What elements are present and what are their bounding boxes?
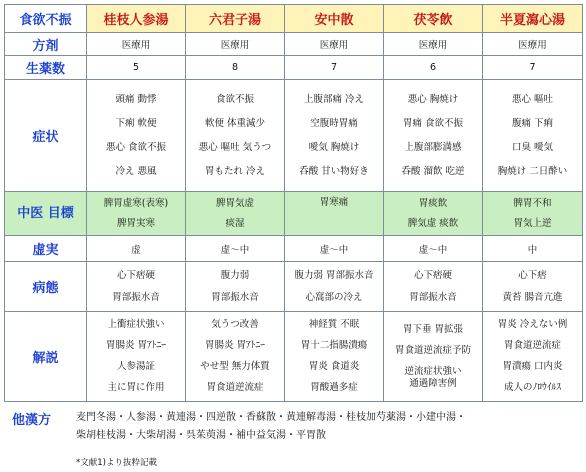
header-row bbox=[5, 5, 583, 33]
row-label: 生薬数 bbox=[5, 56, 87, 80]
cell-line: 神経質 不眠 bbox=[308, 319, 360, 330]
cell bbox=[87, 262, 186, 312]
cell-line: 胃酸過多症 bbox=[310, 382, 358, 393]
cell bbox=[285, 192, 384, 236]
kampo-comparison-table bbox=[4, 4, 583, 402]
cell-line: 食欲不振 bbox=[215, 93, 254, 105]
cell: 6 bbox=[384, 56, 483, 80]
cell-line: 悪心 嘔吐 bbox=[511, 93, 554, 105]
cell-line: 胃十二指腸潰瘍 bbox=[300, 340, 368, 351]
cell-line: 胃部振水音 bbox=[211, 291, 259, 303]
cell-line: 成人のﾉﾛｳｲﾙｽ bbox=[503, 382, 561, 393]
herb-header: 茯苓飲 bbox=[384, 5, 483, 33]
cell-line: 上腹部膨満感 bbox=[404, 141, 462, 153]
cell-line: 腹痛 下痢 bbox=[511, 117, 554, 129]
row-label: 方剤 bbox=[5, 33, 87, 56]
cell: 医療用 bbox=[87, 33, 186, 56]
cell-line: 悪心 嘔吐 気うつ bbox=[198, 141, 272, 153]
cell-line: 心下痞硬 bbox=[116, 269, 155, 281]
cell-line: 気うつ改善 bbox=[211, 319, 259, 330]
cell-line: 脾気虚 痰飲 bbox=[407, 217, 459, 229]
cell bbox=[87, 192, 186, 236]
cell-line: 胸焼け 二日酔い bbox=[497, 165, 568, 177]
cell-line: 胃寒痛 bbox=[319, 197, 349, 208]
cell bbox=[87, 312, 186, 402]
cell-line: 胃潰瘍 口内炎 bbox=[502, 361, 563, 372]
cell: 医療用 bbox=[384, 33, 483, 56]
other-kampo-list bbox=[76, 409, 576, 445]
cell-line: 腹力弱 胃部振水音 bbox=[294, 269, 374, 281]
cell-line: 口臭 噯気 bbox=[511, 141, 554, 153]
cell: 5 bbox=[87, 56, 186, 80]
row-label-line: 中医 bbox=[17, 206, 44, 221]
cell-line: 脾胃不和 bbox=[513, 197, 552, 209]
cell-line: やせ型 無力体質 bbox=[200, 361, 270, 372]
cell: 8 bbox=[186, 56, 285, 80]
cell-line: 頭痛 動悸 bbox=[115, 93, 157, 105]
row-label-line: 目標 bbox=[47, 206, 74, 221]
cell-line: 胃痰飲 bbox=[418, 197, 448, 209]
source-note: *文献1)より抜粋記載 bbox=[76, 458, 157, 468]
row-label: 虚実 bbox=[5, 236, 87, 262]
tcm-row bbox=[5, 192, 583, 236]
cell-line: 上腹部痛 冷え bbox=[303, 93, 365, 105]
cell bbox=[483, 262, 583, 312]
herb-header: 半夏瀉心湯 bbox=[483, 5, 583, 33]
cell-line: 冷え 悪風 bbox=[115, 165, 157, 177]
cell-line: 胃気上逆 bbox=[513, 217, 552, 229]
cell-line: 呑酸 溜飲 吃逆 bbox=[401, 165, 465, 177]
symptoms-row bbox=[5, 80, 583, 192]
cell: 虚～中 bbox=[285, 236, 384, 262]
cell-line: 脾胃実寒 bbox=[116, 217, 155, 229]
cell bbox=[186, 262, 285, 312]
cell bbox=[483, 192, 583, 236]
cell bbox=[483, 312, 583, 402]
cell bbox=[384, 192, 483, 236]
cell: 医療用 bbox=[483, 33, 583, 56]
cell-line: 胃食道逆流症 bbox=[503, 340, 561, 351]
cell-line: 黄苔 腸音亢進 bbox=[502, 291, 563, 303]
cell-line: 胃腸炎 胃ｱﾄﾆｰ bbox=[204, 340, 266, 351]
cell: 医療用 bbox=[186, 33, 285, 56]
herb-header: 六君子湯 bbox=[186, 5, 285, 33]
cell-line: 胃部振水音 bbox=[409, 291, 457, 303]
cell-line: 胃もたれ 冷え bbox=[204, 165, 266, 177]
houzai-row bbox=[5, 33, 583, 56]
cell-line: 胃痛 食欲不振 bbox=[402, 117, 464, 129]
count-row bbox=[5, 56, 583, 80]
row-label: 解説 bbox=[5, 312, 87, 402]
cell bbox=[384, 80, 483, 192]
row-label bbox=[5, 192, 87, 236]
cell-line: 主に胃に作用 bbox=[107, 382, 165, 393]
cell-line: 胃食道逆流症 bbox=[206, 382, 264, 393]
cell-line: 下痢 軟便 bbox=[115, 117, 157, 129]
kaisetsu-row bbox=[5, 312, 583, 402]
cell-line: 空腹時胃痛 bbox=[310, 117, 358, 129]
cell-line: 噯気 胸焼け bbox=[308, 141, 360, 153]
cell-line: 心下痞硬 bbox=[413, 269, 452, 281]
cell-line: 胃炎 冷えない例 bbox=[497, 319, 568, 330]
cell bbox=[186, 312, 285, 402]
row-label: 症状 bbox=[5, 80, 87, 192]
cell-line: 人参湯証 bbox=[116, 361, 155, 372]
cell-line: 胃部振水音 bbox=[112, 291, 160, 303]
cell bbox=[285, 262, 384, 312]
cell-line: 心窩部の冷え bbox=[305, 291, 363, 303]
corner-label: 食欲不振 bbox=[5, 5, 87, 33]
cell-line: 悪心 食欲不振 bbox=[105, 141, 167, 153]
other-kampo-line: 柴胡桂枝湯・大柴胡湯・呉茱萸湯・補中益気湯・平胃散 bbox=[76, 430, 326, 441]
cell-line: 逆流症状強い bbox=[404, 365, 462, 377]
cell-line: 軟便 体重減少 bbox=[204, 117, 266, 129]
cell-line: 胃腸炎 胃ｱﾄﾆｰ bbox=[105, 340, 167, 351]
cell bbox=[285, 312, 384, 402]
byotai-row bbox=[5, 262, 583, 312]
other-kampo-line: 麦門冬湯・人参湯・黄連湯・四逆散・香蘇散・黄連解毒湯・桂枝加芍薬湯・小建中湯・ bbox=[76, 412, 466, 423]
cell-line: 呑酸 甘い物好き bbox=[299, 165, 369, 177]
herb-header: 桂枝人参湯 bbox=[87, 5, 186, 33]
cell-line: 脾胃気虚 bbox=[215, 197, 254, 209]
cell: 中 bbox=[483, 236, 583, 262]
row-label: 病態 bbox=[5, 262, 87, 312]
other-kampo-label: 他漢方 bbox=[12, 413, 52, 428]
cell-line: 心下痞 bbox=[518, 269, 547, 281]
cell bbox=[186, 192, 285, 236]
cell: 7 bbox=[285, 56, 384, 80]
cell bbox=[483, 80, 583, 192]
cell-line: 痰湿 bbox=[225, 217, 245, 229]
cell: 虚～中 bbox=[186, 236, 285, 262]
cell-line: 上衝症状強い bbox=[107, 319, 165, 330]
cell-line: 悪心 胸焼け bbox=[407, 93, 459, 105]
cell-line: 通過障害例 bbox=[409, 377, 457, 389]
cell bbox=[87, 80, 186, 192]
cell bbox=[285, 80, 384, 192]
cell-line: 脾胃虚寒(表寒) bbox=[103, 197, 169, 209]
cell-line: 胃下垂 胃拡張 bbox=[402, 323, 464, 335]
cell: 虚～中 bbox=[384, 236, 483, 262]
cell-line: 腹力弱 bbox=[220, 269, 250, 281]
cell-line: 胃炎 食道炎 bbox=[308, 361, 360, 372]
kyojitsu-row bbox=[5, 236, 583, 262]
cell-line: 胃食道逆流症予防 bbox=[394, 344, 471, 356]
cell: 虚 bbox=[87, 236, 186, 262]
herb-header: 安中散 bbox=[285, 5, 384, 33]
cell bbox=[186, 80, 285, 192]
cell: 医療用 bbox=[285, 33, 384, 56]
cell bbox=[384, 262, 483, 312]
cell bbox=[384, 312, 483, 402]
cell: 7 bbox=[483, 56, 583, 80]
